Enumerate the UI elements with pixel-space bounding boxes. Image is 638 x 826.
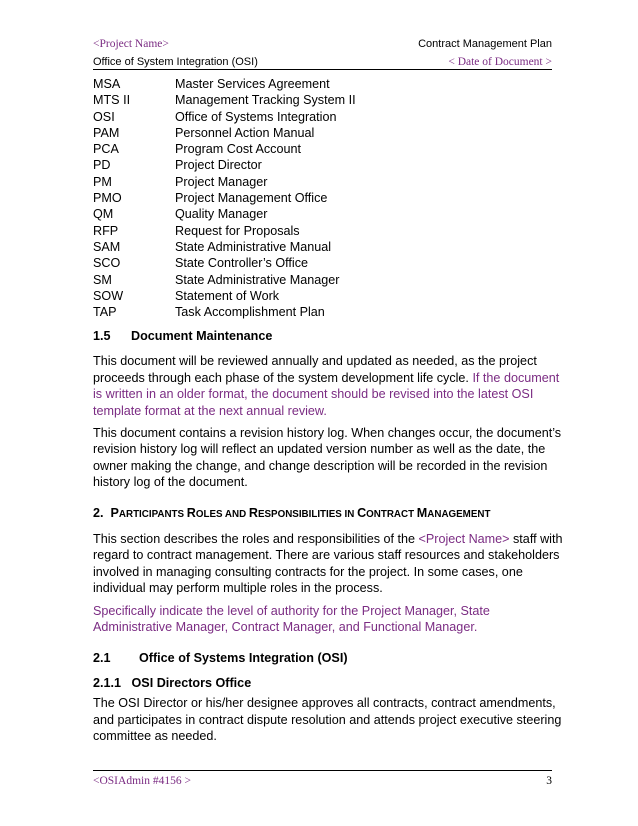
abbreviation-row xyxy=(93,125,553,141)
abbreviation-code: RFP xyxy=(93,223,119,238)
heading-2 xyxy=(93,505,563,523)
abbreviation-code: OSI xyxy=(93,109,115,124)
abbreviation-row xyxy=(93,174,553,190)
abbreviation-row xyxy=(93,190,553,206)
header-doc-title: Contract Management Plan xyxy=(418,38,552,50)
abbreviation-code: PCA xyxy=(93,142,119,157)
header-project-name: <Project Name> xyxy=(93,38,169,50)
paragraph-text: This section describes the roles and responsibilities of the xyxy=(93,532,419,547)
abbreviation-row xyxy=(93,157,553,173)
abbreviation-code: PD xyxy=(93,158,111,173)
instruction-authority: Specifically indicate the level of authority for the Project Manager, State Administrative Manager, Contract Manager, and Functional Manager. xyxy=(93,603,490,635)
abbreviation-row xyxy=(93,239,553,255)
title-smallcaps: OLES AND xyxy=(195,508,249,520)
abbreviation-list xyxy=(93,76,553,320)
title-smallcaps: ONTRACT xyxy=(366,508,417,520)
abbreviation-description: Request for Proposals xyxy=(175,223,300,238)
abbreviation-row xyxy=(93,288,553,304)
paragraph-text: This document will be reviewed annually and updated as needed, as the project proceeds through each phase of the system development life cycle. xyxy=(93,354,537,385)
abbreviation-row xyxy=(93,141,553,157)
heading-title: OSI Directors Office xyxy=(131,675,252,690)
paragraph-directors-office: The OSI Director or his/her designee approves all contracts, contract amendments, and participates in contract dispute resolution and attends project executive steering committee as needed. xyxy=(93,696,562,744)
title-initial: R xyxy=(248,505,258,520)
abbreviation-description: Project Management Office xyxy=(175,191,328,206)
abbreviation-description: Quality Manager xyxy=(175,207,268,222)
heading-1-5 xyxy=(93,328,563,344)
heading-number: 2. xyxy=(93,505,104,520)
title-initial: R xyxy=(186,505,196,520)
abbreviation-description: Statement of Work xyxy=(175,288,280,303)
abbreviation-code: QM xyxy=(93,207,114,222)
abbreviation-code: MSA xyxy=(93,77,121,91)
abbreviation-row xyxy=(93,304,553,320)
title-smallcaps: ARTICIPANTS xyxy=(118,508,187,520)
heading-2-1-1 xyxy=(93,675,563,691)
heading-title xyxy=(111,506,491,520)
abbreviation-description: Task Accomplishment Plan xyxy=(175,305,325,320)
title-initial: P xyxy=(110,505,119,520)
abbreviation-description: Program Cost Account xyxy=(175,142,301,157)
abbreviation-description: Master Services Agreement xyxy=(175,77,330,91)
abbreviation-row xyxy=(93,206,553,222)
title-initial: C xyxy=(357,505,367,520)
paragraph-roles xyxy=(93,531,563,597)
abbreviation-code: PM xyxy=(93,174,112,189)
heading-title: Office of Systems Integration (OSI) xyxy=(139,650,348,665)
title-smallcaps: ANAGEMENT xyxy=(427,508,491,520)
header-office: Office of System Integration (OSI) xyxy=(93,56,258,68)
paragraph-text: staff with regard to contract management. There are various staff resources and stakeholders involved in managing consulting contracts for the project. In some cases, one individual may perform multiple roles in the process. xyxy=(93,532,563,596)
abbreviation-code: SCO xyxy=(93,256,121,271)
header-date: < Date of Document > xyxy=(448,56,552,68)
abbreviation-description: Personnel Action Manual xyxy=(175,125,315,140)
abbreviation-description: Office of Systems Integration xyxy=(175,109,337,124)
abbreviation-description: Management Tracking System II xyxy=(175,93,356,108)
paragraph-maintenance xyxy=(93,353,563,419)
abbreviation-description: State Administrative Manager xyxy=(175,272,340,287)
abbreviation-description: Project Director xyxy=(175,158,262,173)
abbreviation-code: TAP xyxy=(93,305,117,320)
page-number: 3 xyxy=(546,775,552,787)
heading-number: 2.1 xyxy=(93,650,111,665)
instruction-text: If the document is written in an older format, the document should be revised into the latest OSI template format at the next annual review. xyxy=(93,370,560,418)
header-rule xyxy=(93,69,552,70)
abbreviation-description: Project Manager xyxy=(175,174,268,189)
abbreviation-code: SAM xyxy=(93,239,121,254)
title-initial: M xyxy=(416,505,428,520)
abbreviation-row xyxy=(93,109,553,125)
abbreviation-code: PAM xyxy=(93,125,120,140)
abbreviation-row xyxy=(93,92,553,108)
abbreviation-code: MTS II xyxy=(93,93,131,108)
heading-2-1 xyxy=(93,650,563,666)
abbreviation-description: State Administrative Manual xyxy=(175,239,332,254)
heading-title: Document Maintenance xyxy=(131,329,273,343)
heading-number: 2.1.1 xyxy=(93,675,122,690)
abbreviation-row xyxy=(93,255,553,271)
footer-rule xyxy=(93,770,552,771)
abbreviation-row xyxy=(93,76,553,92)
project-name-placeholder: <Project Name> xyxy=(418,532,510,547)
footer-doc-id: <OSIAdmin #4156 > xyxy=(93,775,191,787)
title-smallcaps: ESPONSIBILITIES IN xyxy=(257,508,358,520)
abbreviation-row xyxy=(93,223,553,239)
heading-number: 1.5 xyxy=(93,329,111,343)
abbreviation-code: PMO xyxy=(93,191,122,206)
abbreviation-code: SM xyxy=(93,272,112,287)
abbreviation-description: State Controller’s Office xyxy=(175,256,308,271)
page-body xyxy=(93,328,563,745)
paragraph-revision-log: This document contains a revision history log. When changes occur, the document’s revision history log will reflect an updated version number as well as the date, the owner making the change, and change description will be recorded in the revision history log of the document. xyxy=(93,426,562,490)
abbreviation-code: SOW xyxy=(93,288,124,303)
abbreviation-row xyxy=(93,272,553,288)
